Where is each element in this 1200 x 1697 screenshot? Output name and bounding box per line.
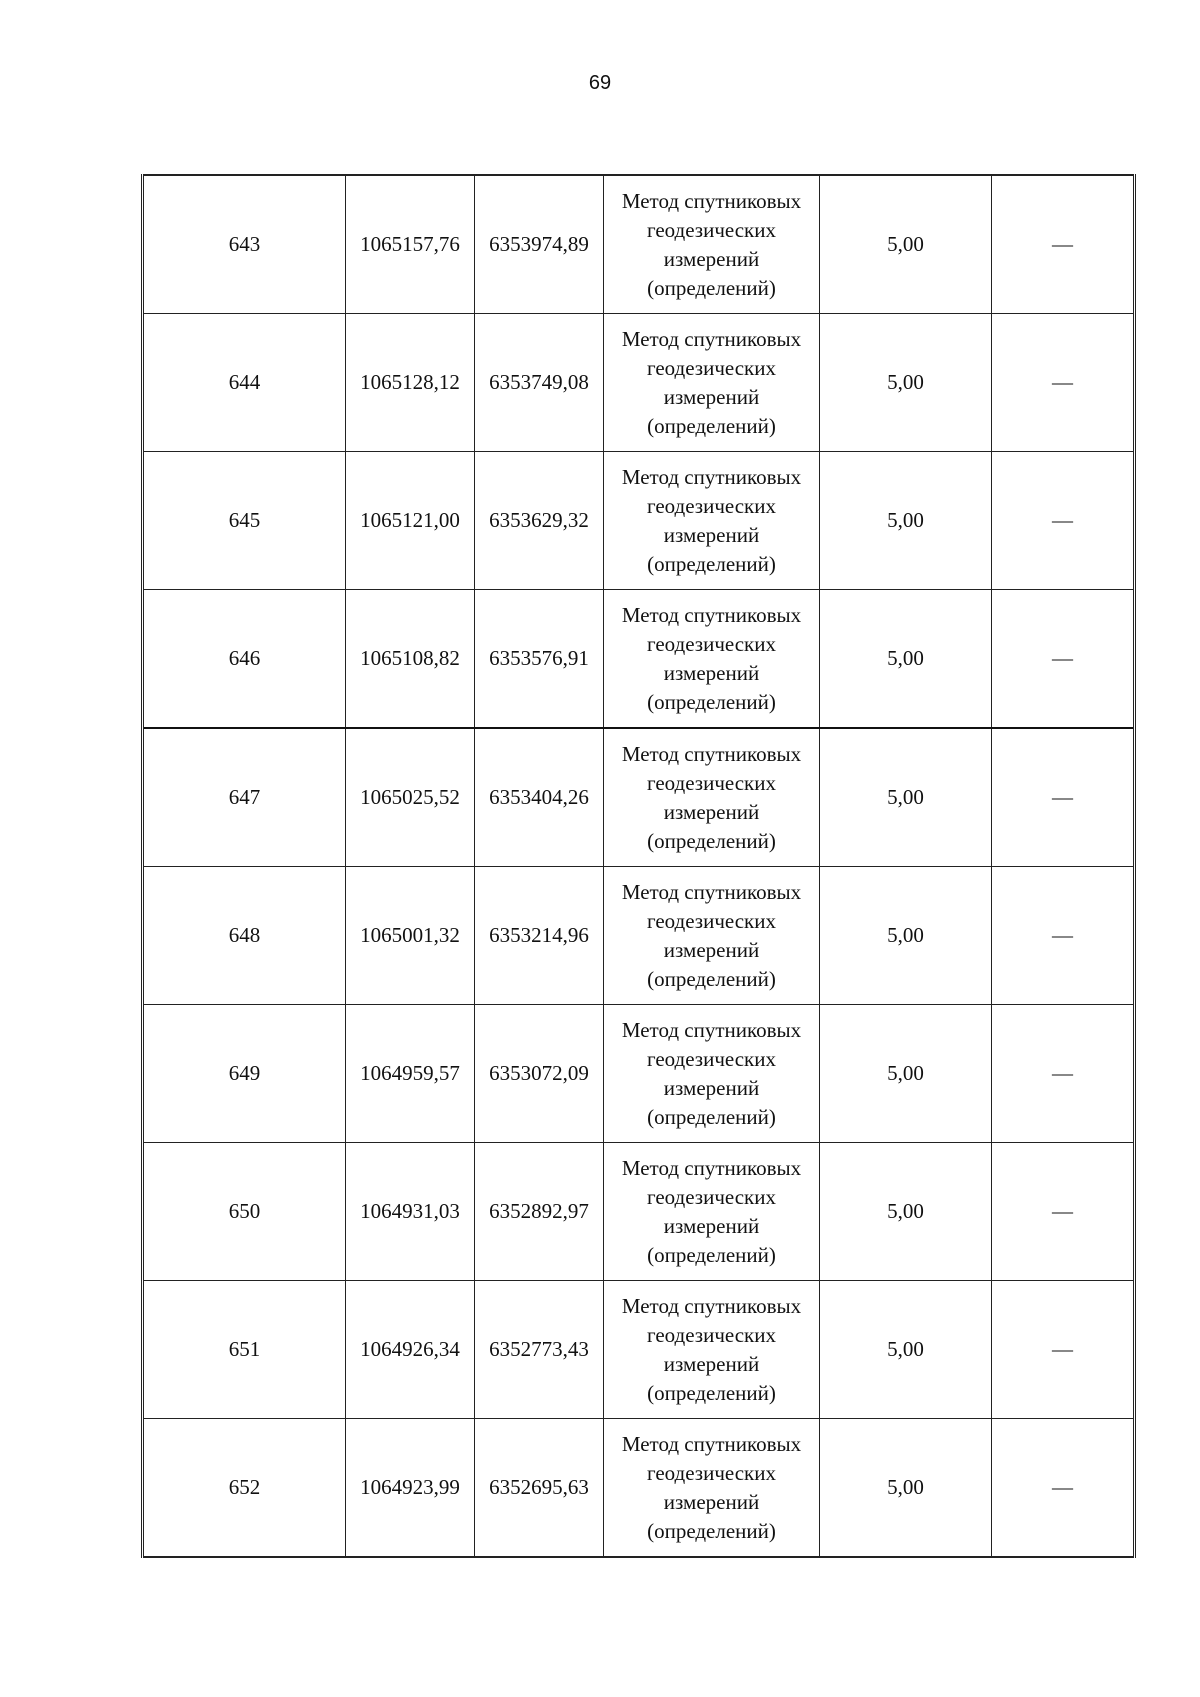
y-coordinate-text: 6353214,96 — [489, 923, 589, 947]
method-text: Метод спутниковых геодезических измерений (определений) — [621, 188, 802, 300]
x-coordinate-cell — [346, 728, 475, 867]
accuracy-cell — [820, 728, 992, 867]
method-cell — [604, 175, 820, 314]
table-row — [143, 1419, 1135, 1558]
accuracy-text: 5,00 — [887, 785, 924, 809]
coordinates-table-container — [141, 174, 1133, 1558]
dash-text: — — [1052, 1199, 1073, 1223]
accuracy-text: 5,00 — [887, 1061, 924, 1085]
point-number-text: 648 — [228, 923, 261, 947]
x-coordinate-text: 1065157,76 — [360, 232, 460, 256]
accuracy-cell — [820, 867, 992, 1005]
note-cell — [992, 314, 1135, 452]
accuracy-cell — [820, 1419, 992, 1558]
y-coordinate-text: 6352695,63 — [489, 1475, 589, 1499]
table-row — [143, 867, 1135, 1005]
y-coordinate-cell — [475, 1143, 604, 1281]
point-number-cell — [143, 175, 346, 314]
dash-text: — — [1052, 232, 1073, 256]
point-number-text: 652 — [228, 1475, 261, 1499]
x-coordinate-cell — [346, 175, 475, 314]
method-cell — [604, 1143, 820, 1281]
method-cell — [604, 590, 820, 729]
table-row — [143, 1281, 1135, 1419]
point-number-cell — [143, 1143, 346, 1281]
x-coordinate-text: 1065001,32 — [360, 923, 460, 947]
accuracy-text: 5,00 — [887, 1199, 924, 1223]
x-coordinate-cell — [346, 1143, 475, 1281]
accuracy-text: 5,00 — [887, 370, 924, 394]
method-cell — [604, 1005, 820, 1143]
accuracy-text: 5,00 — [887, 508, 924, 532]
point-number-text: 646 — [228, 646, 261, 670]
x-coordinate-text: 1064931,03 — [360, 1199, 460, 1223]
accuracy-text: 5,00 — [887, 232, 924, 256]
y-coordinate-cell — [475, 1005, 604, 1143]
dash-text: — — [1052, 646, 1073, 670]
y-coordinate-text: 6352773,43 — [489, 1337, 589, 1361]
x-coordinate-text: 1064926,34 — [360, 1337, 460, 1361]
dash-text: — — [1052, 923, 1073, 947]
accuracy-cell — [820, 175, 992, 314]
x-coordinate-text: 1065108,82 — [360, 646, 460, 670]
x-coordinate-cell — [346, 452, 475, 590]
x-coordinate-text: 1065025,52 — [360, 785, 460, 809]
note-cell — [992, 1005, 1135, 1143]
accuracy-text: 5,00 — [887, 1475, 924, 1499]
table-row — [143, 314, 1135, 452]
method-text: Метод спутниковых геодезических измерений (определений) — [621, 879, 802, 991]
point-number-cell — [143, 728, 346, 867]
point-number-cell — [143, 867, 346, 1005]
dash-text: — — [1052, 1475, 1073, 1499]
method-cell — [604, 1281, 820, 1419]
accuracy-text: 5,00 — [887, 646, 924, 670]
table-row — [143, 175, 1135, 314]
y-coordinate-cell — [475, 1281, 604, 1419]
y-coordinate-cell — [475, 452, 604, 590]
coordinates-table — [141, 174, 1136, 1558]
dash-text: — — [1052, 508, 1073, 532]
dash-text: — — [1052, 370, 1073, 394]
table-row — [143, 1005, 1135, 1143]
point-number-text: 649 — [228, 1061, 261, 1085]
note-cell — [992, 590, 1135, 729]
y-coordinate-cell — [475, 867, 604, 1005]
point-number-text: 650 — [228, 1199, 261, 1223]
y-coordinate-text: 6353629,32 — [489, 508, 589, 532]
x-coordinate-text: 1065128,12 — [360, 370, 460, 394]
method-text: Метод спутниковых геодезических измерений (определений) — [621, 1155, 802, 1267]
table-row — [143, 590, 1135, 729]
dash-text: — — [1052, 1061, 1073, 1085]
method-cell — [604, 728, 820, 867]
note-cell — [992, 867, 1135, 1005]
x-coordinate-cell — [346, 1005, 475, 1143]
x-coordinate-cell — [346, 1281, 475, 1419]
note-cell — [992, 452, 1135, 590]
note-cell — [992, 728, 1135, 867]
method-text: Метод спутниковых геодезических измерений (определений) — [621, 1017, 802, 1129]
note-cell — [992, 1143, 1135, 1281]
y-coordinate-text: 6353749,08 — [489, 370, 589, 394]
table-row — [143, 728, 1135, 867]
method-text: Метод спутниковых геодезических измерений (определений) — [621, 326, 802, 438]
point-number-text: 645 — [228, 508, 261, 532]
dash-text: — — [1052, 1337, 1073, 1361]
accuracy-cell — [820, 314, 992, 452]
x-coordinate-text: 1065121,00 — [360, 508, 460, 532]
point-number-text: 651 — [228, 1337, 261, 1361]
x-coordinate-cell — [346, 867, 475, 1005]
accuracy-cell — [820, 590, 992, 729]
y-coordinate-text: 6353974,89 — [489, 232, 589, 256]
note-cell — [992, 1419, 1135, 1558]
method-cell — [604, 452, 820, 590]
point-number-cell — [143, 590, 346, 729]
y-coordinate-text: 6353576,91 — [489, 646, 589, 670]
note-cell — [992, 1281, 1135, 1419]
y-coordinate-cell — [475, 175, 604, 314]
method-cell — [604, 314, 820, 452]
method-text: Метод спутниковых геодезических измерений (определений) — [621, 1431, 802, 1543]
method-text: Метод спутниковых геодезических измерений (определений) — [621, 464, 802, 576]
accuracy-cell — [820, 1281, 992, 1419]
x-coordinate-text: 1064923,99 — [360, 1475, 460, 1499]
y-coordinate-text: 6353404,26 — [489, 785, 589, 809]
y-coordinate-text: 6353072,09 — [489, 1061, 589, 1085]
y-coordinate-cell — [475, 728, 604, 867]
accuracy-cell — [820, 1005, 992, 1143]
method-text: Метод спутниковых геодезических измерений (определений) — [621, 602, 802, 714]
table-row — [143, 452, 1135, 590]
point-number-cell — [143, 314, 346, 452]
y-coordinate-cell — [475, 314, 604, 452]
y-coordinate-text: 6352892,97 — [489, 1199, 589, 1223]
point-number-text: 644 — [228, 370, 261, 394]
page-number: 69 — [588, 72, 612, 94]
x-coordinate-text: 1064959,57 — [360, 1061, 460, 1085]
table-row — [143, 1143, 1135, 1281]
y-coordinate-cell — [475, 1419, 604, 1558]
method-cell — [604, 1419, 820, 1558]
table-body — [143, 175, 1135, 1557]
point-number-text: 647 — [228, 785, 261, 809]
dash-text: — — [1052, 785, 1073, 809]
point-number-cell — [143, 452, 346, 590]
note-cell — [992, 175, 1135, 314]
point-number-cell — [143, 1281, 346, 1419]
accuracy-cell — [820, 452, 992, 590]
y-coordinate-cell — [475, 590, 604, 729]
x-coordinate-cell — [346, 314, 475, 452]
method-text: Метод спутниковых геодезических измерений (определений) — [621, 741, 802, 853]
accuracy-text: 5,00 — [887, 923, 924, 947]
point-number-cell — [143, 1419, 346, 1558]
x-coordinate-cell — [346, 1419, 475, 1558]
method-text: Метод спутниковых геодезических измерений (определений) — [621, 1293, 802, 1405]
accuracy-cell — [820, 1143, 992, 1281]
x-coordinate-cell — [346, 590, 475, 729]
method-cell — [604, 867, 820, 1005]
accuracy-text: 5,00 — [887, 1337, 924, 1361]
point-number-text: 643 — [228, 232, 261, 256]
point-number-cell — [143, 1005, 346, 1143]
